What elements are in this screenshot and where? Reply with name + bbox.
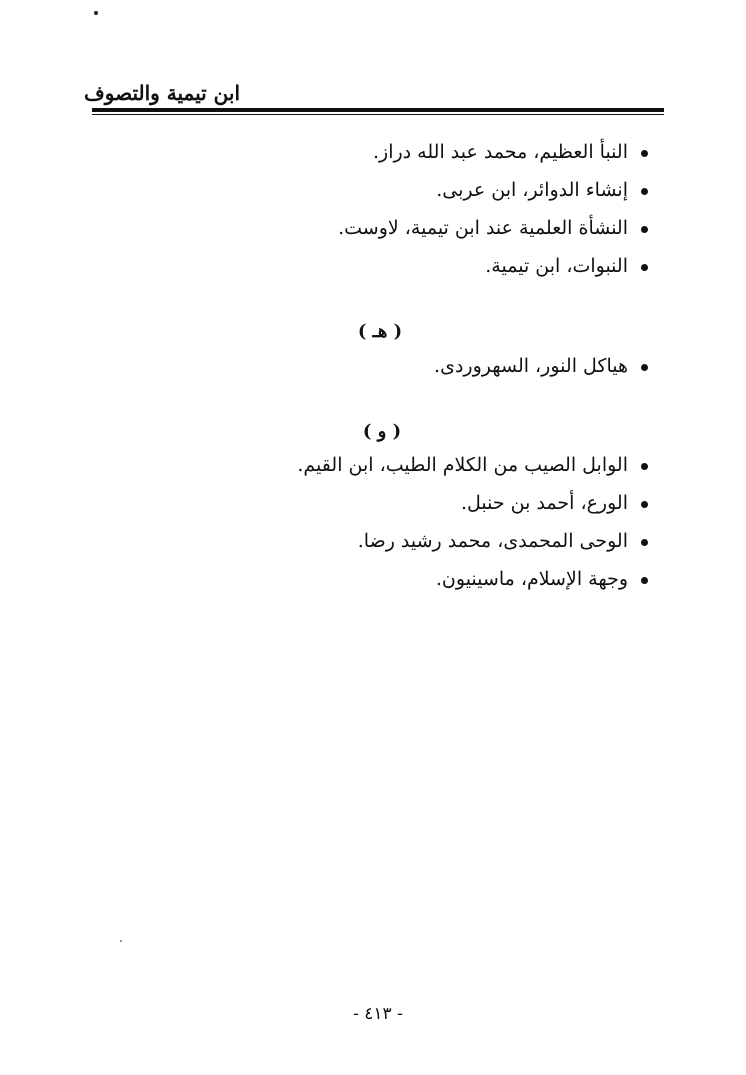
entry-text: وجهة الإسلام، ماسينيون. [435,568,628,590]
scan-speck [120,940,122,942]
bullet-icon [641,577,648,584]
entry-text: الورع، أحمد بن حنبل. [460,492,628,514]
header-rule-thin [92,114,664,115]
bibliography-list-3 [297,446,650,598]
entry-text: إنشاء الدوائر، ابن عربى. [436,179,628,201]
entry-text: هياكل النور، السهروردى. [434,355,628,377]
bullet-icon [641,188,648,195]
bibliography-entry [338,133,650,171]
bibliography-entry [297,446,650,484]
scan-speck [94,11,98,15]
bibliography-list-2 [434,347,650,385]
entry-text: الوحى المحمدى، محمد رشيد رضا. [357,530,628,552]
entry-text: النبوات، ابن تيمية. [485,255,628,277]
page-number: - ٤١٣ - [353,1004,403,1024]
entry-text: النبأ العظيم، محمد عبد الله دراز. [373,141,628,163]
bibliography-entry [297,560,650,598]
header-rule-thick [92,108,664,112]
bibliography-entry [338,171,650,209]
bullet-icon [641,364,648,371]
bullet-icon [641,463,648,470]
bullet-icon [641,539,648,546]
bullet-icon [641,226,648,233]
bibliography-list-1 [338,133,650,285]
section-heading-ha: ( هـ ) [357,321,403,342]
section-heading-waw: ( و ) [362,421,402,442]
bullet-icon [641,264,648,271]
entry-text: الوابل الصيب من الكلام الطيب، ابن القيم. [297,454,628,476]
bibliography-entry [338,247,650,285]
running-header-title: ابن تيمية والتصوف [84,81,240,105]
bullet-icon [641,501,648,508]
entry-text: النشأة العلمية عند ابن تيمية، لاوست. [338,217,628,239]
bibliography-entry [297,484,650,522]
bibliography-entry [434,347,650,385]
bibliography-entry [338,209,650,247]
bullet-icon [641,150,648,157]
bibliography-entry [297,522,650,560]
